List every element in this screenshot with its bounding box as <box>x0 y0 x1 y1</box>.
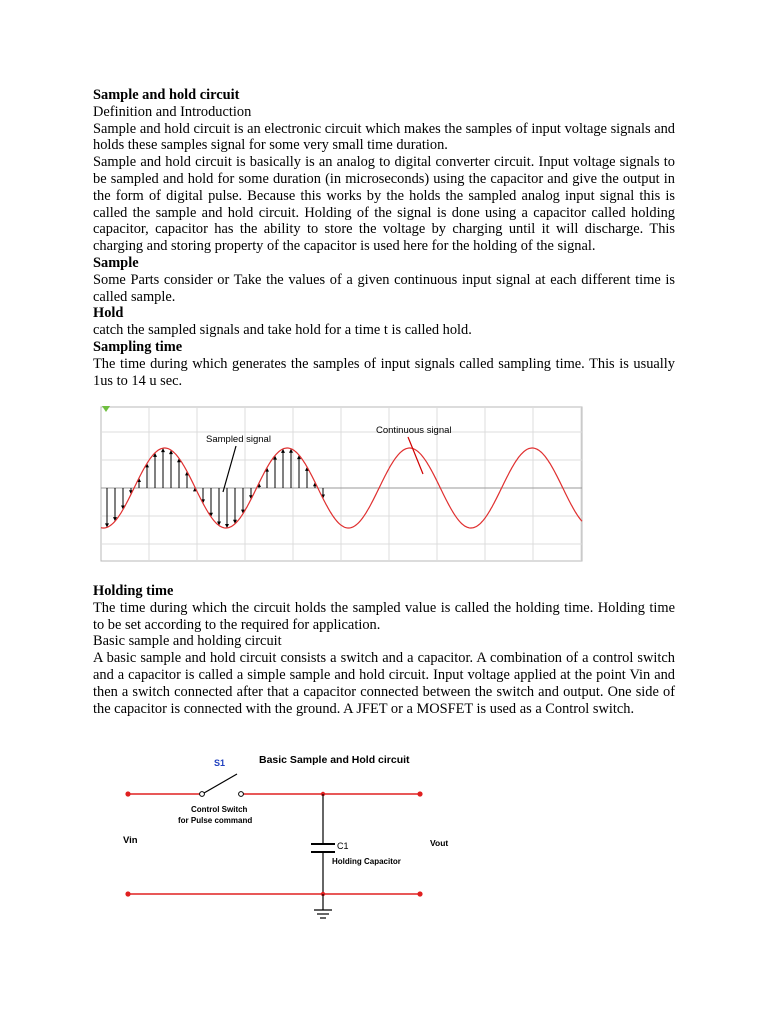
capacitor-label: C1 <box>337 841 349 851</box>
switch-contact-left <box>200 792 205 797</box>
figure-background <box>96 404 590 566</box>
sample-hold-circuit-figure <box>115 748 465 928</box>
vout-label: Vout <box>430 838 449 848</box>
vin-top-terminal <box>125 791 130 796</box>
circuit-title: Basic Sample and Hold circuit <box>259 754 410 766</box>
intro-paragraph-1: Sample and hold circuit is an electronic circuit which makes the samples of input voltage signals and holds these samples signal for some very small time duration. <box>93 120 675 154</box>
hold-heading: Hold <box>93 305 124 322</box>
holding-time-text: The time during which the circuit holds the sampled value is called the holding time. Holding time to be set according to the required for application. <box>93 599 675 633</box>
basic-circuit-text: A basic sample and hold circuit consists a switch and a capacitor. A combination of a control switch and a capacitor is called a simple sample and hold circuit. Input voltage applied at the point Vin and then a switch connected after that a capacitor connected between the switch and output. One side of the capacitor is connected with the ground. A JFET or a MOSFET is used as a Control switch. <box>93 650 675 717</box>
ground-icon <box>314 910 332 918</box>
holding-time-heading: Holding time <box>93 583 174 599</box>
hold-text: catch the sampled signals and take hold for a time t is called hold. <box>93 322 472 339</box>
sampling-time-heading: Sampling time <box>93 338 183 355</box>
sampled-signal-figure <box>96 404 590 566</box>
vin-label: Vin <box>123 835 138 846</box>
doc-subtitle: Definition and Introduction <box>93 103 252 120</box>
vin-bottom-terminal <box>125 891 130 896</box>
vout-bottom-terminal <box>417 891 422 896</box>
switch-blade <box>204 774 237 793</box>
continuous-signal-label: Continuous signal <box>376 425 452 436</box>
switch-desc-1: Control Switch <box>191 805 248 814</box>
vout-top-terminal <box>417 791 422 796</box>
doc-title: Sample and hold circuit <box>93 87 240 103</box>
sample-text: Some Parts consider or Take the values of a given continuous input signal at each different time is called sample. <box>93 271 675 305</box>
sample-heading: Sample <box>93 254 139 271</box>
switch-desc-2: for Pulse command <box>178 816 253 825</box>
switch-label: S1 <box>214 758 226 768</box>
sampled-signal-label: Sampled signal <box>206 434 271 445</box>
basic-circuit-heading: Basic sample and holding circuit <box>93 633 282 650</box>
document-body <box>93 87 675 389</box>
switch-contact-right <box>239 792 244 797</box>
capacitor-desc: Holding Capacitor <box>332 857 401 866</box>
sampling-time-text: The time during which generates the samples of input signals called sampling time. This is usually 1us to 14 u sec. <box>93 355 675 389</box>
holding-section <box>93 583 675 717</box>
intro-paragraph-2: Sample and hold circuit is basically is an analog to digital converter circuit. Input voltage signals to be sampled and hold for some duration (in microseconds) using the capacitor and give the output in the form of digital pulse. Because this works by the holds the sampled analog input signal this is called the sample and hold circuit. Holding of the signal is done using a capacitor called holding capacitor, capacitor has the ability to store the voltage by charging until it will discharge. This charging and storing property of the capacitor is used here for the holding of the signal. <box>93 154 675 255</box>
